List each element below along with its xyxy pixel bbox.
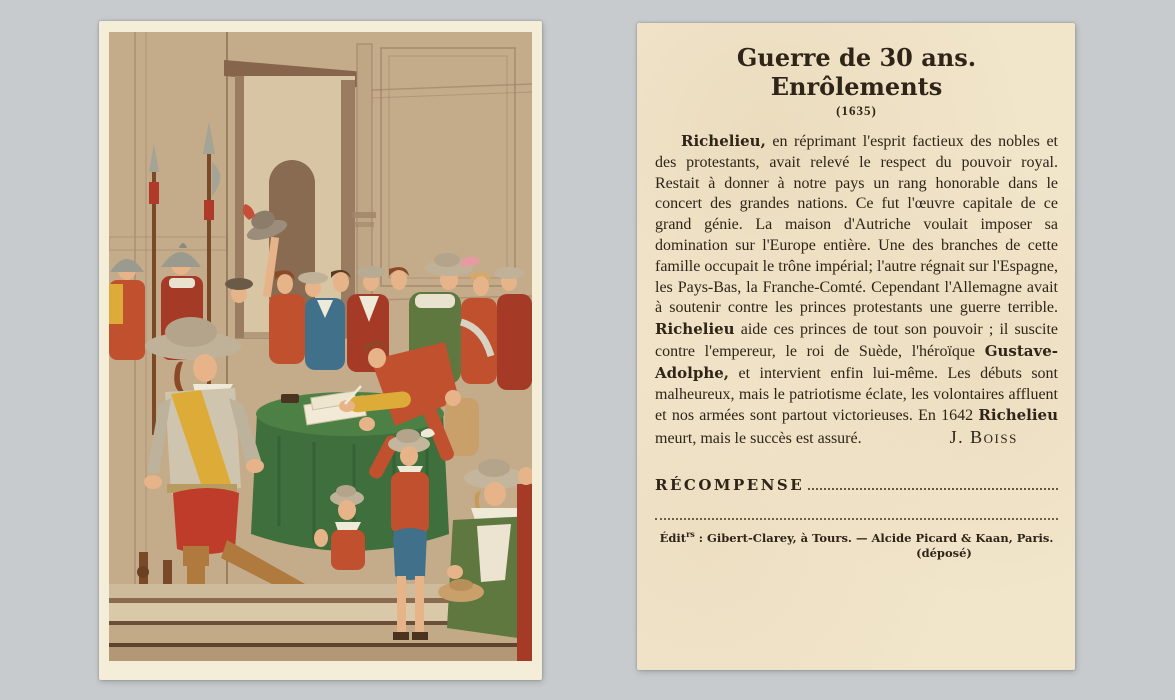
author-signature: J. Boiss [949, 427, 1018, 448]
right-edge-figure [517, 467, 532, 661]
dotted-separator [655, 518, 1058, 520]
reward-row [655, 474, 1058, 494]
text-segment: et intervient enfin lui-même. Les débuts sont malheureux, mais le patriotisme éclate, les volontaires affluent et nos armées sont partout victorieuses. En 1642 [655, 364, 1058, 425]
card-date: (1635) [836, 103, 877, 118]
publisher-superscript: rs [686, 528, 695, 539]
reward-label: RÉCOMPENSE [655, 475, 805, 494]
bold-richelieu-3: Richelieu [978, 406, 1058, 425]
text-segment: aide ces princes de tout son pouvoir ; il suscite contre l'empereur, le roi de Suède, l'héroïque [655, 321, 1058, 360]
publisher-line [655, 529, 1058, 545]
reward-dotted-line [808, 474, 1058, 490]
text-segment: meurt, mais le succès est assuré. [655, 430, 862, 448]
card-front [99, 21, 542, 680]
enrollment-illustration [109, 32, 532, 661]
bold-richelieu-2: Richelieu [655, 320, 735, 339]
deposit-note: (déposé) [916, 545, 972, 560]
card-text [655, 131, 1058, 450]
publisher-rest: : Gibert-Clarey, à Tours. — Alcide Picard & Kaan, Paris. [694, 530, 1054, 545]
card-title: Guerre de 30 ans. Enrôlements [736, 43, 977, 101]
publisher-prefix: Édit [659, 530, 687, 545]
bold-gustave-adolphe: Gustave-Adolphe, [655, 341, 1058, 382]
card-back [637, 23, 1075, 670]
bold-richelieu-1: Richelieu, [681, 132, 766, 150]
text-segment: en réprimant l'esprit factieux des nobles et des protestants, avait relevé le respect du pouvoir royal. Restait à donner à notre pays un rang honorable dans le concert des grandes nations. Ce fut l'œuvre capitale de ce grand génie. La maison d'Autriche voulait imposer sa domination sur l'Europe entière. Une des branches de cette famille occupait le trône impérial; l'autre régnait sur l'Espagne, les Pays-Bas, la Franche-Comté. Cependant l'Allemagne avait à soutenir contre les princes protestants une guerre terrible. [655, 133, 1058, 317]
